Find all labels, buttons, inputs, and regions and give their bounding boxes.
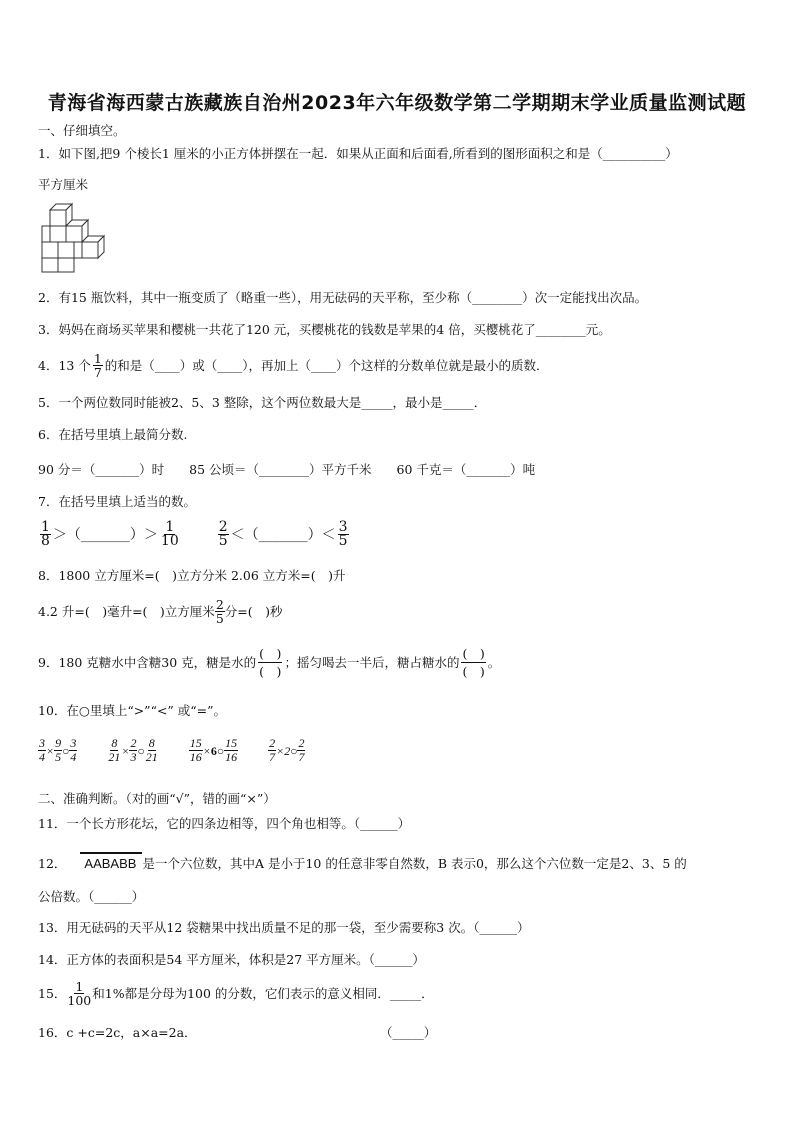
cube-stack-figure bbox=[40, 202, 115, 274]
q4-text-a: 4．13 个 bbox=[38, 357, 91, 373]
question-13: 13．用无砝码的天平从12 袋糖果中找出质量不足的那一袋，至少需要称3 次。（______） bbox=[38, 920, 530, 935]
question-6-line: 90 分＝（_______）时 85 公顷＝（________）平方千米 60 千克＝（_______）吨 bbox=[38, 462, 536, 477]
q9-fraction-2: ( ) ( ) bbox=[462, 646, 485, 679]
q12-text: 是一个六位数，其中A 是小于10 的任意非零自然数，B 表示0，那么这个六位数一定是2、3、5 的 bbox=[142, 856, 687, 871]
question-4 bbox=[38, 352, 549, 379]
q7-blank-1: ＞（_______）＞ bbox=[52, 526, 158, 543]
q10-group-2: 8 21 × 2 3 ○ 8 21 bbox=[108, 736, 158, 764]
q4-text-b: 的和是（____）或（____），再加上（____）个这样的分数单位就是最小的质数． bbox=[104, 357, 549, 373]
question-2: 2．有15 瓶饮料，其中一瓶变质了（略重一些），用无砝码的天平称，至少称（________）次一定能找出次品。 bbox=[38, 290, 648, 305]
q8-text-a: 4.2 升=( )毫升=( )立方厘米 bbox=[38, 603, 215, 619]
q10-group-1: 3 4 × 9 5 ○ 3 4 bbox=[39, 736, 77, 764]
question-5: 5．一个两位数同时能被2、5、3 整除，这个两位数最大是_____，最小是_____． bbox=[38, 395, 487, 410]
q15-fraction: 1 100 bbox=[67, 979, 92, 1008]
question-7-head: 7．在括号里填上适当的数。 bbox=[38, 494, 196, 509]
q7-blank-2: ＜（_______）＜ bbox=[230, 526, 336, 543]
question-8-line-2 bbox=[38, 598, 283, 625]
question-15 bbox=[38, 980, 434, 1007]
q10-group-3: 15 16 × 6 ○ 15 16 bbox=[189, 736, 238, 764]
section-1-heading: 一、仔细填空。 bbox=[38, 123, 126, 138]
question-16-answer-blank: （_____） bbox=[380, 1025, 437, 1040]
question-12 bbox=[38, 852, 687, 872]
q7-fraction-1: 1 8 bbox=[41, 519, 50, 549]
q9-text-a: 9．180 克糖水中含糖30 克，糖是水的 bbox=[38, 654, 257, 670]
page-title: 青海省海西蒙古族藏族自治州2023年六年级数学第二学期期末学业质量监测试题 bbox=[47, 92, 747, 114]
q8-fraction: 2 5 bbox=[215, 597, 224, 626]
q15-number: 15． bbox=[38, 985, 67, 1001]
question-1: 1．如下图,把9 个棱长1 厘米的小正方体拼摆在一起．如果从正面和后面看,所看到的图形面积之和是（__________） bbox=[38, 146, 678, 161]
question-3: 3．妈妈在商场买苹果和樱桃一共花了120 元，买樱桃花的钱数是苹果的4 倍，买樱桃花了________元。 bbox=[38, 322, 611, 337]
q10-group-4: 2 7 × 2 ○ 2 7 bbox=[269, 736, 305, 764]
q7-fraction-4: 3 5 bbox=[338, 519, 348, 549]
question-6-head: 6．在括号里填上最简分数. bbox=[38, 427, 188, 442]
question-10-head: 10．在○里填上“>”“<” 或“=”。 bbox=[38, 703, 227, 718]
question-11: 11．一个长方形花坛，它的四条边相等，四个角也相等。（______） bbox=[38, 816, 411, 831]
question-12-line-2: 公倍数。（______） bbox=[38, 889, 145, 904]
q9-text-c: 。 bbox=[487, 654, 501, 670]
q4-fraction: 1 7 bbox=[93, 351, 102, 380]
q9-text-b: ；摇匀喝去一半后，糖占糖水的 bbox=[284, 654, 460, 670]
question-7-line bbox=[38, 521, 351, 548]
q15-text: 和1%都是分母为100 的分数，它们表示的意义相同．_____． bbox=[92, 985, 434, 1001]
question-9 bbox=[38, 645, 500, 680]
section-2-heading: 二、准确判断。（对的画“√”，错的画“×”） bbox=[38, 791, 276, 806]
q7-fraction-2: 1 10 bbox=[160, 519, 179, 549]
question-1-unit: 平方厘米 bbox=[38, 177, 89, 192]
q12-number: 12． bbox=[38, 856, 67, 871]
q7-fraction-3: 2 5 bbox=[218, 519, 228, 549]
q8-text-b: 分=( )秒 bbox=[224, 603, 283, 619]
question-10-row bbox=[38, 737, 305, 764]
question-14: 14．正方体的表面积是54 平方厘米，体积是27 平方厘米。（______） bbox=[38, 952, 425, 967]
question-8-line-1: 8．1800 立方厘米=( )立方分米 2.06 立方米=( )升 bbox=[38, 568, 346, 583]
q9-fraction-1: ( ) ( ) bbox=[259, 646, 282, 679]
q12-overlined-number: AABABB bbox=[80, 852, 142, 872]
question-16: 16．c +c=2c，a×a=2a． bbox=[38, 1025, 197, 1040]
